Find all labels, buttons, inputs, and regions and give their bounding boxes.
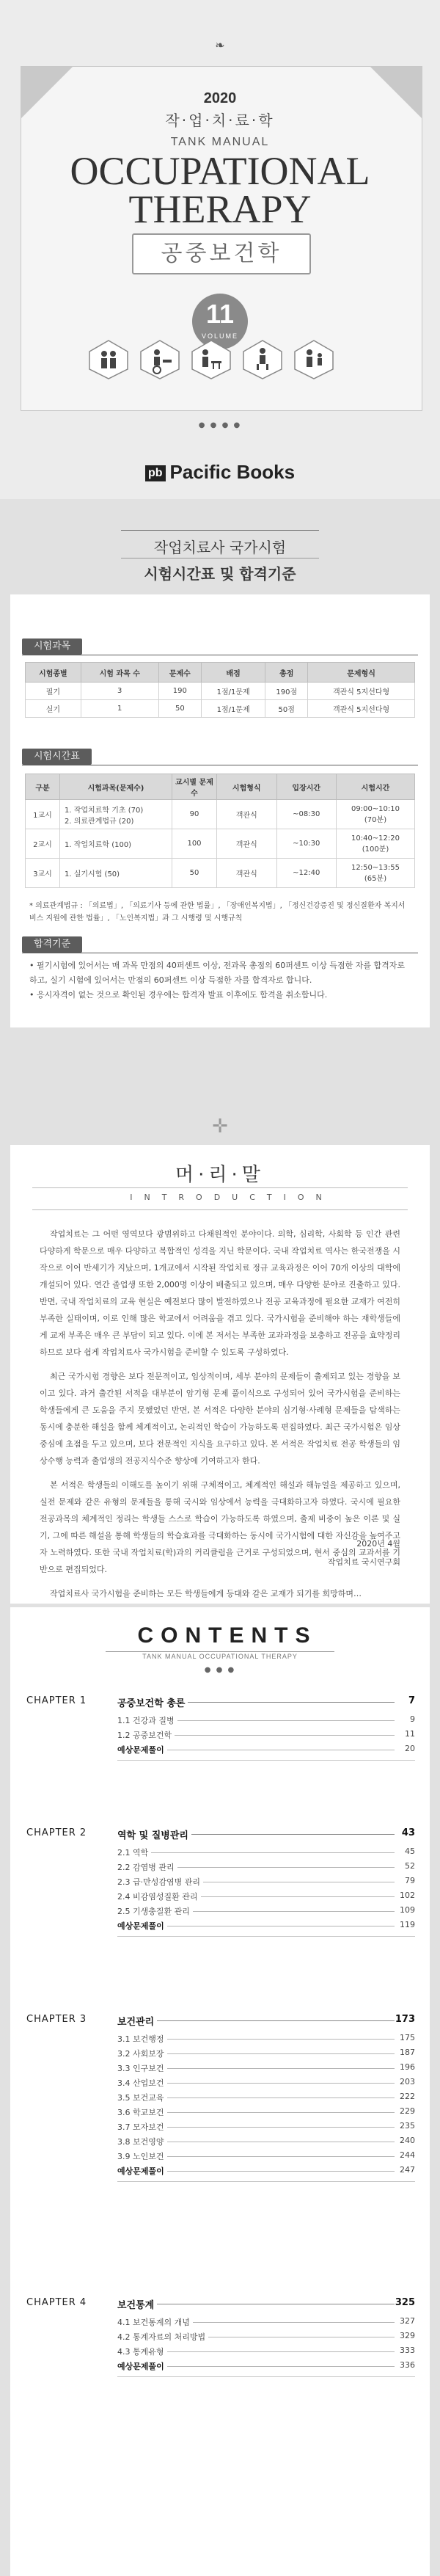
section-label-pass: 합격기준 [22,936,82,953]
table-cell: 1 [81,700,158,718]
section-page: 327 [400,2316,415,2326]
section-title: 2.5 기생충질환 관리 [117,1905,193,1917]
table-row [26,683,415,700]
table-header: 시험형식 [217,774,277,800]
plus-icon: ✛ [212,1116,228,1138]
section-title: 2.3 급·만성감염병 관리 [117,1876,203,1888]
intro-date: 2020년 4월 [356,1539,400,1549]
toc-section[interactable] [117,2077,415,2090]
table-cell: 50 [158,700,201,718]
toc-subtitle: TANK MANUAL OCCUPATIONAL THERAPY [142,1653,298,1660]
table-cell: ~10:30 [276,829,337,859]
exam-section-header [0,499,440,594]
section-title: 1.2 공중보건학 [117,1729,175,1741]
leader-line [117,1852,395,1853]
table-row [26,859,415,888]
section-page: 235 [400,2121,415,2131]
table-header-row [26,774,415,800]
table-cell: 10:40~12:20 (100분) [337,829,415,859]
section-title: 3.8 보건영양 [117,2136,167,2147]
table-header: 시험시간 [337,774,415,800]
toc-chapter[interactable] [26,1827,415,1842]
schedule-note: * 의료관계법규 : 「의료법」, 「의료기사 등에 관한 법률」, 「장애인복지법」, 「정신건강증진 및 정신질환자 복지서비스 지원에 관한 법률」, 「노인복지법」과 그 시행령 및 시행규칙 [29,902,406,923]
section-title: 2.2 감염병 관리 [117,1861,177,1873]
table-cell: 1. 작업치료학 기초 (70) 2. 의료관계법규 (20) [60,800,172,829]
chapter-label: CHAPTER 4 [26,2297,87,2308]
toc-section[interactable] [117,1861,415,1874]
toc-section[interactable] [117,2346,415,2359]
section-page: 229 [400,2106,415,2116]
chapter-page: 7 [408,1695,415,1706]
table-header: 입장시간 [276,774,337,800]
section-page: 109 [400,1905,415,1915]
pass-criterion: • 필기시험에 있어서는 매 과목 만점의 40퍼센트 이상, 전과목 총점의 60퍼센트 이상 득점한 자를 합격자로 하고, 실기 시험에 있어서는 만점의 60퍼센트 이상 득점한 자를 합격자로 합니다. [29,961,405,985]
quiz-title: 예상문제풀이 [117,2165,167,2177]
table-cell: 90 [172,800,217,829]
therapy-pictogram-icon [293,339,334,380]
therapy-pictogram-icon [191,339,232,380]
table-cell: 1점/1문제 [201,700,265,718]
table-cell: 객관식 [217,859,277,888]
table-cell: 객관식 5지선다형 [308,683,415,700]
table-cell: 1점/1문제 [201,683,265,700]
section-title: 3.6 학교보건 [117,2106,167,2118]
publisher-logo-icon: pb [145,465,166,481]
book-cover [0,0,440,499]
toc-section[interactable] [117,1847,415,1860]
table-cell: 09:00~10:10 (70분) [337,800,415,829]
toc-section[interactable] [117,2106,415,2120]
table-cell: 50 [172,859,217,888]
table-cell: 1. 실기시험 (50) [60,859,172,888]
toc-rule [106,1651,334,1652]
header-rule [121,558,319,559]
table-row [26,700,415,718]
toc-chapter[interactable] [26,2014,415,2029]
table-cell: ~08:30 [276,800,337,829]
table-cell: 필기 [26,683,81,700]
table-header: 문제형식 [308,663,415,683]
intro-subtitle: INTRODUCTION [130,1193,334,1202]
intro-paragraph: 최근 국가시험 경향은 보다 전문적이고, 임상적이며, 세부 분야의 문제들이 출제되고 있는 경향을 보이고 있다. 과거 출간된 서적을 대부분이 암기형 문제 풀이식으로 구성되어 있어 국가시험을 준비하는 학생들에게 큰 도움을 주지 못했었던 반면, 본 서적은 다양한 분야의 심기형·사례형 문제들을 탐색하는 동시에 충분한 해설을 함께 체계적이고, 논리적인 학습이 가능하도록 편집하였다. 최근 국가시험은 임상 중심에 초점을 두고 있으며, 보다 전문적인 지식을 요구하고 있다. 본 서적은 작업치료 전공 학생들의 임상수행 능력과 출업생의 전공지식수준 향상에 기여하고자 한다. [40,1372,400,1466]
table-header: 시험종별 [26,663,81,683]
section-page: 329 [400,2331,415,2340]
table-cell: 객관식 5지선다형 [308,700,415,718]
therapy-pictogram-icon [88,339,129,380]
table-header: 시험과목(문제수) [60,774,172,800]
section-label-schedule: 시험시간표 [22,749,92,765]
schedule-table [25,774,415,888]
cover-title-line1: OCCUPATIONAL [70,149,370,193]
toc-section[interactable] [117,2331,415,2344]
section-page: 9 [410,1714,415,1724]
chapter-divider [117,1936,415,1937]
cover-title-korean: 작·업·치·료·학 [165,112,275,129]
section-title: 3.7 모자보건 [117,2121,167,2133]
section-title: 4.3 통계유형 [117,2346,167,2357]
chapter-divider [117,1760,415,1761]
section-page: 196 [400,2062,415,2072]
table-row [26,800,415,829]
toc-chapter[interactable] [26,2297,415,2312]
cover-series-name: TANK MANUAL [170,136,270,148]
intro-author: 작업치료 국시연구회 [327,1557,400,1567]
toc-section[interactable] [117,2150,415,2164]
table-header: 구분 [26,774,60,800]
intro-paragraph: 작업치료사 국가시험을 준비하는 모든 학생들에게 등대와 같은 교재가 되기를 희망하며… [50,1589,362,1598]
therapy-pictogram-icon [242,339,283,380]
quiz-title: 예상문제풀이 [117,2360,167,2372]
table-cell: 50점 [265,700,308,718]
cover-title-line2: THERAPY [128,187,312,231]
intro-rule [32,1187,408,1188]
section-page: 175 [400,2033,415,2042]
pagination-dots: ● ● ● ● [198,421,242,429]
table-cell: 3교시 [26,859,60,888]
intro-paragraph: 본 서적은 학생들의 이해도를 높이기 위해 구체적이고, 체계적인 해설과 해뉴얼을 제공하고 있으며, 실전 문제와 같은 유형의 문제들을 통해 국시와 임상에서 능력을 극대화하고자 하였다. 국시에 필요한 전공과목의 체계적인 정리는 학생들 스스로 학습이 가능하도록 하였으며, 출제 비중이 높은 이론 및 실기, 그에 따른 해설을 통해 학생들의 학습효과를 극대화하는 동시에 국가시험에 대한 자신감을 높여주고자 노력하였다. 또한 국내 작업치료(학)과의 커리큘럼을 근거로 구성되었으며, 현서 중심의 교과서를 기반으로 편집되었다. [40,1480,400,1574]
section-page: 187 [400,2048,415,2057]
section-page: 333 [400,2346,415,2355]
toc-section[interactable] [117,2062,415,2075]
section-page: 244 [400,2150,415,2160]
section-title: 3.5 보건교육 [117,2092,167,2103]
table-cell: ~12:40 [276,859,337,888]
section-page: 11 [405,1729,415,1739]
quiz-page: 119 [400,1920,415,1929]
quiz-title: 예상문제풀이 [117,1744,167,1755]
publisher-label: Pacific Books [169,461,296,483]
toc-quiz[interactable] [117,1744,415,1757]
toc-section[interactable] [117,2048,415,2061]
chapter-title: 보건통계 [117,2297,157,2311]
section-page: 102 [400,1891,415,1900]
subjects-table [25,662,415,718]
intro-title: 머·리·말 [175,1164,265,1186]
table-cell: 1. 작업치료학 (100) [60,829,172,859]
table-of-contents [10,1607,430,2576]
table-header: 문제수 [158,663,201,683]
table-cell: 객관식 [217,800,277,829]
cover-year: 2020 [203,90,237,106]
quiz-page: 336 [400,2360,415,2370]
exam-info-panel [10,594,430,1027]
chapter-title: 공중보건학 총론 [117,1695,188,1709]
section-title: 3.4 산업보건 [117,2077,167,2089]
exam-tag-line2: 시험시간표 및 합격기준 [144,565,296,583]
therapy-pictogram-icon [139,339,180,380]
chapter-divider [117,2376,415,2377]
table-cell: 100 [172,829,217,859]
table-cell: 190점 [265,683,308,700]
toc-section[interactable] [117,2121,415,2134]
table-header: 배점 [201,663,265,683]
table-cell: 1교시 [26,800,60,829]
toc-section[interactable] [117,2092,415,2105]
section-page: 52 [405,1861,415,1871]
toc-quiz[interactable] [117,1920,415,1933]
cover-subject-box: 공중보건학 [132,233,311,274]
section-title: 2.1 역학 [117,1847,151,1858]
intro-rule [32,1209,408,1210]
chapter-label: CHAPTER 3 [26,2014,87,2025]
quiz-page: 247 [400,2165,415,2175]
section-page: 45 [405,1847,415,1856]
exam-tag-line1: 작업치료사 국가시험 [153,539,287,556]
leader-line [117,2020,395,2021]
toc-section[interactable] [117,1891,415,1904]
chapter-page: 173 [395,2014,415,2025]
section-title: 3.1 보건행정 [117,2033,167,2045]
pagination-dots: ● ● ● [204,1666,236,1674]
quiz-title: 예상문제풀이 [117,1920,167,1932]
section-page: 222 [400,2092,415,2101]
section-title: 4.1 보건통계의 개념 [117,2316,193,2328]
table-cell: 객관식 [217,829,277,859]
pass-criteria [29,958,411,1003]
volume-number: 11 [205,299,235,329]
section-title: 1.1 건강과 질병 [117,1714,177,1726]
chapter-title: 역학 및 질병관리 [117,1827,191,1841]
chapter-title: 보건관리 [117,2014,157,2028]
chapter-label: CHAPTER 1 [26,1695,87,1706]
bookmark-icon: ❧ [215,38,225,52]
toc-section[interactable] [117,1729,415,1742]
section-page: 203 [400,2077,415,2086]
section-title: 3.9 노인보건 [117,2150,167,2162]
section-label-subjects: 시험과목 [22,638,82,655]
publisher-name [0,461,440,484]
toc-section[interactable] [117,2033,415,2046]
toc-section[interactable] [117,2136,415,2149]
table-header: 교시별 문제수 [172,774,217,800]
toc-section[interactable] [117,1714,415,1728]
toc-quiz[interactable] [117,2360,415,2373]
section-title: 2.4 비감염성질환 관리 [117,1891,201,1902]
table-header-row [26,663,415,683]
table-cell: 190 [158,683,201,700]
chapter-divider [117,2181,415,2182]
pass-criterion: • 응시자격이 없는 것으로 확인된 경우에는 합격자 발표 이후에도 합격을 취소합니다. [29,990,328,1000]
toc-section[interactable] [117,1876,415,1889]
table-header: 시험 과목 수 [81,663,158,683]
chapter-page: 43 [401,1827,415,1838]
intro-body [40,1226,400,1609]
table-cell: 2교시 [26,829,60,859]
section-title: 3.3 인구보건 [117,2062,167,2074]
toc-title: CONTENTS [137,1623,318,1648]
header-rule [121,530,319,531]
toc-section[interactable] [117,1905,415,1918]
volume-label: VOLUME [201,332,238,340]
intro-paragraph: 작업치료는 그 어떤 영역보다 광범위하고 다채원적인 분야이다. 의학, 심리학, 사회학 등 인간 관련 다양하게 학문으로 매우 다양하고 복합적인 성격을 지닌 학문이다. 국내 작업치료 역사는 한국전쟁을 시작으로 이어 반세기가 지났으며, 1개교에서 시작된 작업치료 정규 교육과정은 이어 70개 이상의 대학에 개설되어 있다. 연간 졸업생 또한 2,000명 이상이 배출되고 있으며, 매우 다양한 분야로 진출하고 있다. 반면, 국내 작업치료의 교육 현실은 예전보다 많이 발전하였으나 전공 교육과정에 필요한 교재가 여전히 부족한 실태이며, 이로 인해 많은 학교에서 어려움을 겪고 있다. 국가시험을 준비해야 하는 재학생들에게 교재 부족은 매우 큰 부담이 되고 있다. 이에 본 저서는 부족한 교과과정을 보충하고 전공을 효약정리하므로 보다 쉽게 작업치료사 국가시험을 준비할 수 있도록 구성하였다. [40,1229,400,1357]
section-title: 3.2 사회보장 [117,2048,167,2059]
table-cell: 3 [81,683,158,700]
table-cell: 실기 [26,700,81,718]
section-page: 240 [400,2136,415,2145]
quiz-page: 20 [405,1744,415,1753]
table-cell: 12:50~13:55 (65분) [337,859,415,888]
table-header: 총점 [265,663,308,683]
section-title: 4.2 통계자료의 처리방법 [117,2331,208,2343]
chapter-page: 325 [395,2297,415,2308]
introduction-page [10,1145,430,1604]
section-page: 79 [405,1876,415,1885]
toc-section[interactable] [117,2316,415,2329]
chapter-label: CHAPTER 2 [26,1827,87,1838]
toc-quiz[interactable] [117,2165,415,2178]
toc-chapter[interactable] [26,1695,415,1710]
table-row [26,829,415,859]
